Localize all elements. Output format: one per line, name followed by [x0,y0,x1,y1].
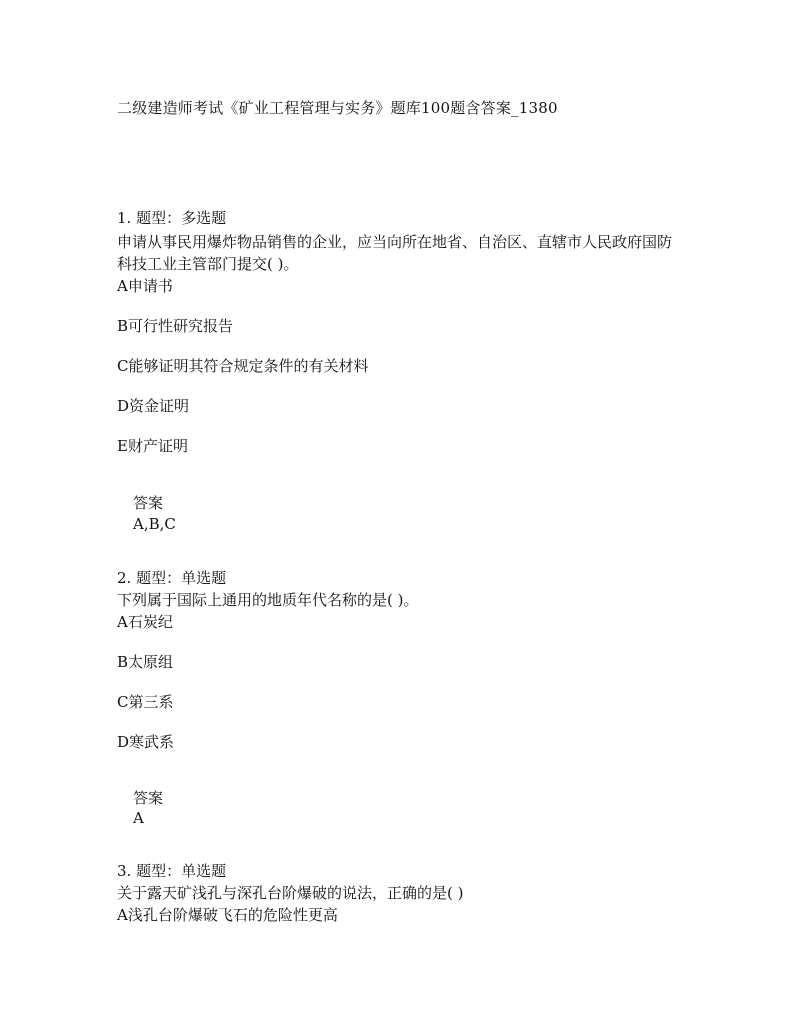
question-1-option-c: C能够证明其符合规定条件的有关材料 [117,357,369,375]
question-2-option-c: C第三系 [117,693,174,711]
question-3-stem-line-1: 关于露天矿浅孔与深孔台阶爆破的说法，正确的是( ) [117,884,464,902]
question-3-option-a: A浅孔台阶爆破飞石的危险性更高 [117,906,338,924]
question-1-option-b: B可行性研究报告 [117,317,234,335]
question-2-answer: A [133,809,144,827]
question-1-stem-line-1: 申请从事民用爆炸物品销售的企业，应当向所在地省、自治区、直辖市人民政府国防 [117,233,673,251]
question-1-stem-line-2: 科技工业主管部门提交( )。 [117,255,299,273]
question-1-answer: A,B,C [133,515,176,533]
question-2-option-d: D寒武系 [117,733,175,751]
question-1-option-e: E财产证明 [117,437,188,455]
question-1-option-d: D资金证明 [117,397,190,415]
question-2-answer-label: 答案 [133,789,164,807]
question-2-option-b: B太原组 [117,653,174,671]
document-title: 二级建造师考试《矿业工程管理与实务》题库100题含答案_1380 [117,99,558,117]
question-1-option-a: A申请书 [117,277,173,295]
question-2-type: 2. 题型：单选题 [117,569,227,587]
question-2-option-a: A石炭纪 [117,613,173,631]
question-3-type: 3. 题型：单选题 [117,862,227,880]
question-1-type: 1. 题型：多选题 [117,209,227,227]
question-1-answer-label: 答案 [133,494,164,512]
question-2-stem-line-1: 下列属于国际上通用的地质年代名称的是( )。 [117,591,419,609]
